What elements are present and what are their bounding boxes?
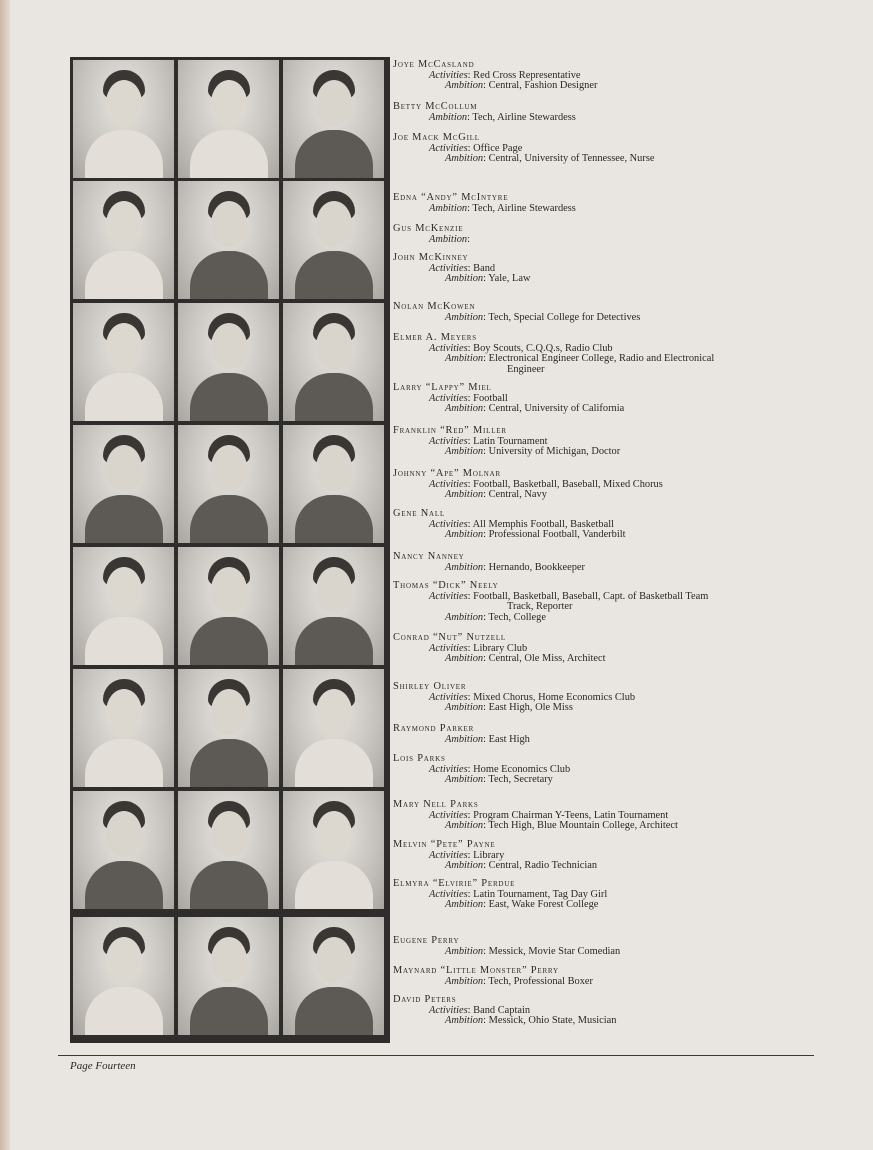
portrait-photo: [73, 669, 174, 787]
field-label: Ambition: [445, 860, 484, 872]
student-name: Joye McCasland: [393, 59, 475, 70]
field-value: Football, Basketball, Baseball, Capt. of Basketball Team: [473, 590, 709, 602]
field-label: Activities: [429, 849, 468, 861]
footer-rule: [58, 1055, 814, 1056]
field-label: Ambition: [445, 529, 484, 541]
portrait-photo: [283, 917, 384, 1035]
portrait-photo: [283, 669, 384, 787]
portrait-row: [73, 425, 387, 543]
field-value: Latin Tournament, Tag Day Girl: [473, 888, 608, 900]
student-name: Larry “Lappy” Miel: [393, 382, 492, 393]
student-entry: Nancy Nanney Ambition: Hernando, Bookkeeper: [393, 552, 833, 573]
student-entry: Betty McCollum Ambition: Tech, Airline Stewardess: [393, 102, 833, 123]
field-label: Activities: [429, 392, 468, 404]
portrait-photo: [73, 791, 174, 909]
field-label: Ambition: [445, 273, 484, 285]
field-value: Tech, Secretary: [488, 774, 553, 786]
student-entry: Lois Parks Activities: Home Economics Club Ambition: Tech, Secretary: [393, 754, 833, 786]
student-name: Lois Parks: [393, 753, 446, 764]
student-name: Nancy Nanney: [393, 551, 465, 562]
field-value: Football, Basketball, Baseball, Mixed Chorus: [473, 478, 663, 490]
field-value: Central, Ole Miss, Architect: [488, 653, 606, 665]
field-label: Ambition: [445, 653, 484, 665]
student-name: Thomas “Dick” Neely: [393, 580, 499, 591]
field-label: Ambition: [445, 311, 484, 323]
student-name: Edna “Andy” McIntyre: [393, 192, 509, 203]
student-entry: Joye McCasland Activities: Red Cross Representative Ambition: Central, Fashion Designer: [393, 60, 833, 92]
field-value: Boy Scouts, C.Q.Q.s, Radio Club: [473, 342, 613, 354]
field-value: Program Chairman Y-Teens, Latin Tournament: [473, 809, 669, 821]
page-edge: [0, 0, 10, 1150]
field-label: Activities: [429, 435, 468, 447]
student-name: Raymond Parker: [393, 723, 475, 734]
student-name: Betty McCollum: [393, 101, 478, 112]
portrait-photo: [178, 669, 279, 787]
portrait-row: [73, 547, 387, 665]
field-value: Tech, Airline Stewardess: [472, 111, 576, 123]
field-value: Hernando, Bookkeeper: [488, 561, 585, 573]
field-label: Ambition: [445, 561, 484, 573]
field-label: Ambition: [429, 202, 468, 214]
portrait-photo: [178, 547, 279, 665]
field-value: Tech, Special College for Detectives: [488, 311, 641, 323]
student-name: Gene Nall: [393, 508, 446, 519]
student-entry: Johnny “Ape” Molnar Activities: Football, Basketball, Baseball, Mixed Chorus Ambition: Central, Navy: [393, 469, 833, 501]
portrait-row: [73, 303, 387, 421]
portrait-photo: [178, 60, 279, 178]
portrait-row: [73, 791, 387, 909]
student-entry: John McKinney Activities: Band Ambition: Yale, Law: [393, 253, 833, 285]
portrait-photo: [283, 791, 384, 909]
field-value: All Memphis Football, Basketball: [472, 518, 615, 530]
field-value: Electronical Engineer College, Radio and Electronical: [488, 353, 715, 365]
field-label: Ambition: [445, 489, 484, 501]
portrait-photo: [178, 791, 279, 909]
field-value: Tech, College: [488, 611, 546, 623]
portrait-photo: [73, 425, 174, 543]
student-entry: Melvin “Pete” Payne Activities: Library Ambition: Central, Radio Technician: [393, 840, 833, 872]
field-value-continued: Engineer: [507, 363, 545, 375]
field-label: Ambition: [445, 80, 484, 92]
field-value: East High: [488, 733, 530, 745]
field-label: Activities: [429, 1004, 468, 1016]
field-value: Professional Football, Vanderbilt: [488, 529, 626, 541]
student-name: Maynard “Little Monster” Perry: [393, 965, 559, 976]
portrait-row: [73, 917, 387, 1035]
field-label: Ambition: [445, 446, 484, 458]
field-label: Activities: [429, 691, 468, 703]
portrait-photo: [73, 181, 174, 299]
student-entry: Thomas “Dick” Neely Activities: Football, Basketball, Baseball, Capt. of Basketball Team Track, Reporter Ambition: Tech, College: [393, 581, 833, 623]
student-name: John McKinney: [393, 252, 469, 263]
field-value: Central, University of California: [488, 403, 625, 415]
student-name: Eugene Perry: [393, 935, 460, 946]
student-entry: Joe Mack McGill Activities: Office Page Ambition: Central, University of Tennessee, Nurse: [393, 133, 833, 165]
field-label: Ambition: [445, 975, 484, 987]
field-label: Activities: [429, 262, 468, 274]
page-number: Page Fourteen: [70, 1060, 136, 1072]
student-name: Elmer A. Meyers: [393, 332, 477, 343]
field-label: Activities: [429, 888, 468, 900]
portrait-photo: [283, 425, 384, 543]
field-value: Central, Radio Technician: [488, 860, 598, 872]
field-label: Activities: [429, 809, 468, 821]
field-label: Ambition: [429, 111, 468, 123]
field-value-continued: Track, Reporter: [507, 601, 573, 613]
student-entry: David Peters Activities: Band Captain Ambition: Messick, Ohio State, Musician: [393, 995, 833, 1027]
student-entry: Gene Nall Activities: All Memphis Football, Basketball Ambition: Professional Football, Vanderbilt: [393, 509, 833, 541]
field-label: Ambition: [445, 899, 484, 911]
student-entry: Conrad “Nut” Nutzell Activities: Library Club Ambition: Central, Ole Miss, Architect: [393, 633, 833, 665]
student-entry: Mary Nell Parks Activities: Program Chairman Y-Teens, Latin Tournament Ambition: Tech High, Blue Mountain College, Architect: [393, 800, 833, 832]
field-value: Latin Tournament: [473, 435, 548, 447]
student-entry: Maynard “Little Monster” Perry Ambition: Tech, Professional Boxer: [393, 966, 833, 987]
portrait-photo: [178, 181, 279, 299]
portrait-row: [73, 181, 387, 299]
field-value: Tech, Airline Stewardess: [472, 202, 576, 214]
field-label: Activities: [429, 642, 468, 654]
field-label: Ambition: [445, 353, 484, 365]
field-label: Activities: [429, 518, 468, 530]
field-value: Central, Fashion Designer: [488, 80, 598, 92]
field-label: Activities: [429, 342, 468, 354]
portrait-photo: [283, 181, 384, 299]
field-value: Tech High, Blue Mountain College, Architect: [488, 820, 678, 832]
student-name: Shirley Oliver: [393, 681, 467, 692]
portrait-grid: [70, 57, 390, 1043]
field-label: Ambition: [445, 702, 484, 714]
field-label: Ambition: [429, 233, 468, 245]
field-value: Tech, Professional Boxer: [488, 975, 594, 987]
portrait-photo: [283, 547, 384, 665]
field-label: Ambition: [445, 945, 484, 957]
student-name: Elmyra “Elvirie” Perdue: [393, 878, 516, 889]
field-label: Activities: [429, 590, 468, 602]
student-name: Melvin “Pete” Payne: [393, 839, 496, 850]
portrait-photo: [178, 303, 279, 421]
field-value: Yale, Law: [488, 273, 531, 285]
field-value: Library Club: [473, 642, 528, 654]
student-entry: Eugene Perry Ambition: Messick, Movie Star Comedian: [393, 936, 833, 957]
field-value: Library: [473, 849, 505, 861]
student-name: Mary Nell Parks: [393, 799, 479, 810]
portrait-photo: [73, 303, 174, 421]
field-value: Band: [473, 262, 496, 274]
field-label: Ambition: [445, 820, 484, 832]
field-label: Activities: [429, 69, 468, 81]
student-name: Conrad “Nut” Nutzell: [393, 632, 507, 643]
portrait-photo: [73, 60, 174, 178]
field-label: Activities: [429, 142, 468, 154]
student-entry: Gus McKenzie Ambition:: [393, 224, 833, 245]
field-value: Central, Navy: [488, 489, 547, 501]
student-name: Joe Mack McGill: [393, 132, 480, 143]
field-value: Mixed Chorus, Home Economics Club: [473, 691, 636, 703]
portrait-photo: [178, 917, 279, 1035]
field-value: East High, Ole Miss: [488, 702, 573, 714]
field-value: Football: [473, 392, 508, 404]
portrait-photo: [73, 917, 174, 1035]
field-value: University of Michigan, Doctor: [488, 446, 621, 458]
student-name: Franklin “Red” Miller: [393, 425, 507, 436]
field-label: Activities: [429, 763, 468, 775]
student-entry: Edna “Andy” McIntyre Ambition: Tech, Airline Stewardess: [393, 193, 833, 214]
field-label: Ambition: [445, 1015, 484, 1027]
field-value: Home Economics Club: [473, 763, 571, 775]
student-name: David Peters: [393, 994, 457, 1005]
field-value: Band Captain: [473, 1004, 531, 1016]
portrait-photo: [178, 425, 279, 543]
portrait-photo: [283, 60, 384, 178]
student-entry: Elmyra “Elvirie” Perdue Activities: Latin Tournament, Tag Day Girl Ambition: East, Wake Forest College: [393, 879, 833, 911]
student-name: Gus McKenzie: [393, 223, 464, 234]
field-value: Office Page: [473, 142, 523, 154]
field-value: Central, University of Tennessee, Nurse: [488, 153, 655, 165]
student-name: Johnny “Ape” Molnar: [393, 468, 501, 479]
student-name: Nolan McKowen: [393, 301, 476, 312]
field-label: Activities: [429, 478, 468, 490]
student-entry: Nolan McKowen Ambition: Tech, Special College for Detectives: [393, 302, 833, 323]
student-entry: Larry “Lappy” Miel Activities: Football Ambition: Central, University of California: [393, 383, 833, 415]
student-entry: Franklin “Red” Miller Activities: Latin Tournament Ambition: University of Michigan, Doctor: [393, 426, 833, 458]
field-label: Ambition: [445, 733, 484, 745]
field-label: Ambition: [445, 153, 484, 165]
portrait-photo: [73, 547, 174, 665]
student-entry: Shirley Oliver Activities: Mixed Chorus, Home Economics Club Ambition: East High, Ole Miss: [393, 682, 833, 714]
portrait-photo: [283, 303, 384, 421]
field-value: Messick, Movie Star Comedian: [488, 945, 621, 957]
field-value: East, Wake Forest College: [488, 899, 599, 911]
field-label: Ambition: [445, 403, 484, 415]
portrait-row: [73, 60, 387, 178]
field-label: Ambition: [445, 774, 484, 786]
student-entry: Elmer A. Meyers Activities: Boy Scouts, C.Q.Q.s, Radio Club Ambition: Electronical Engineer College, Radio and Electronical Engineer: [393, 333, 833, 375]
student-entry: Raymond Parker Ambition: East High: [393, 724, 833, 745]
portrait-row: [73, 669, 387, 787]
field-value: Red Cross Representative: [473, 69, 581, 81]
field-value: Messick, Ohio State, Musician: [488, 1015, 617, 1027]
field-label: Ambition: [445, 611, 484, 623]
